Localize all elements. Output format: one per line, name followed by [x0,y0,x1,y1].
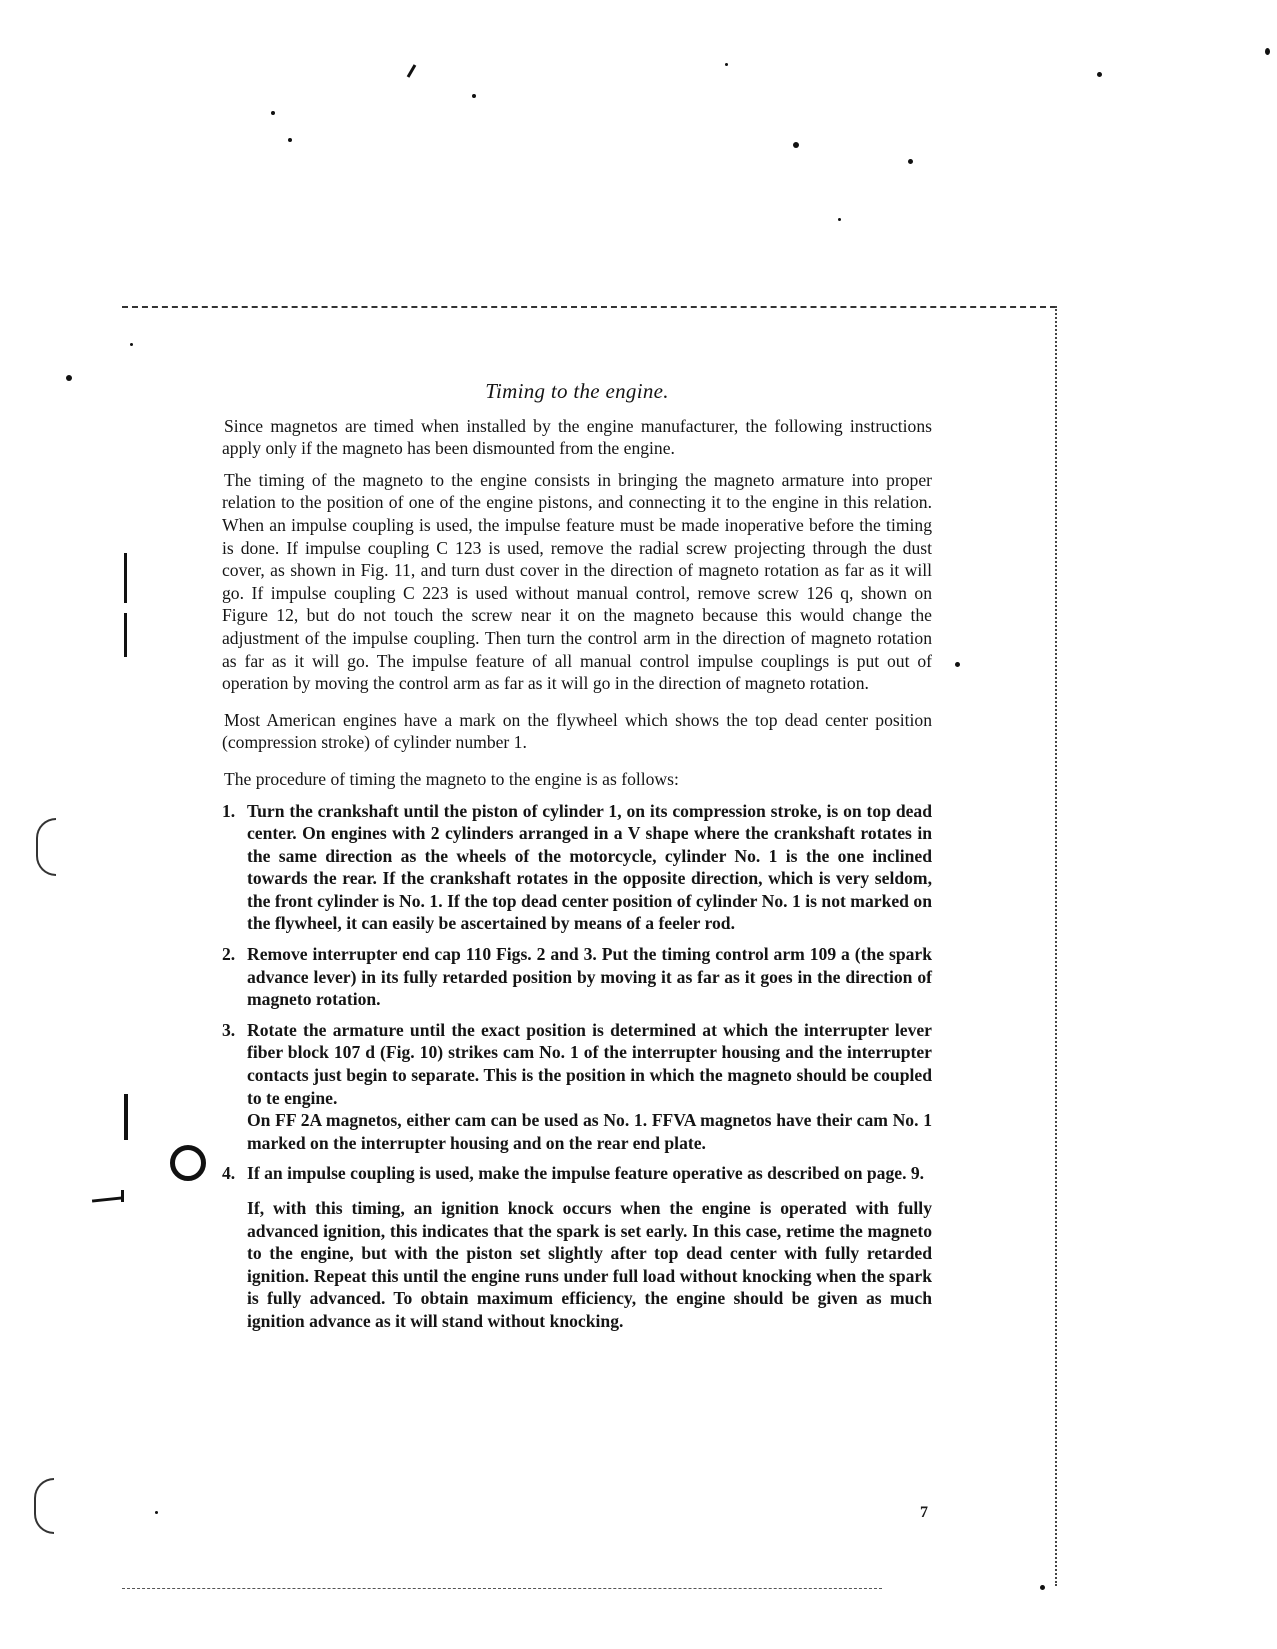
step-text: Remove interrupter end cap 110 Figs. 2 and 3. Put the timing control arm 109 a (the spark advance lever) in its fully retarded position by moving it as far as it goes in the direction of magneto rotation. [247,944,932,1010]
procedure-step [222,800,932,936]
procedure-steps [222,800,932,1186]
document-page [222,380,932,1333]
scan-speck [288,138,292,142]
scan-border-bottom [122,1588,882,1589]
paragraph-closing: If, with this timing, an ignition knock occurs when the engine is operated with fully advanced ignition, this indicates that the spark is set early. In this case, retime the magneto to the engine, but with the piston set slightly after top dead center with fully retarded ignition. Repeat this until the engine runs under full load without knocking when the spark is fully advanced. To obtain maximum efficiency, the engine should be given as much ignition advance as it will stand without knocking. [247,1198,932,1331]
scan-border-right [1055,306,1057,1586]
procedure-step [222,943,932,1011]
scan-speck [838,218,841,221]
scan-speck [1040,1585,1045,1590]
paragraph-american-engines: Most American engines have a mark on the flywheel which shows the top dead center position (compression stroke) of cylinder number 1. [222,709,932,753]
step-number: 2. [222,944,236,965]
scan-border-top [122,306,1056,308]
margin-mark [124,613,127,657]
scan-speck [1265,48,1270,55]
scan-speck [472,94,476,98]
punch-hole-ring [170,1145,206,1181]
scan-speck [271,111,275,115]
margin-mark [92,1196,122,1202]
scan-speck [155,1511,158,1514]
margin-mark [124,1094,128,1140]
scan-speck [66,375,72,381]
margin-mark [121,1190,124,1202]
step-text: Rotate the armature until the exact position is determined at which the interrupter lever fiber block 107 d (Fig. 10) strikes cam No. 1 of the interrupter housing and the interrupter contacts just begin to separate. This is the position in which the magneto should be coupled to te engine. [247,1019,932,1108]
step-text: If an impulse coupling is used, make the impulse feature operative as described on page. 9. [247,1163,925,1184]
margin-mark [407,64,417,78]
procedure-step [222,1162,932,1185]
margin-paren [34,1478,54,1534]
scan-speck [793,142,799,148]
paragraph-intro: Since magnetos are timed when installed by the engine manufacturer, the following instructions apply only if the magneto has been dismounted from the engine. [222,415,932,459]
step-text: Turn the crankshaft until the piston of cylinder 1, on its compression stroke, is on top dead center. On engines with 2 cylinders arranged in a V shape where the crankshaft rotates in the same direction as the wheels of the motorcycle, cylinder No. 1 is the one inclined towards the rear. If the crankshaft rotates in the opposite direction, which is very seldom, the front cylinder is No. 1. If the top dead center position of cylinder No. 1 is not marked on the flywheel, it can easily be ascertained by means of a feeler rod. [247,800,932,934]
scan-speck [130,343,133,346]
step-number: 1. [222,800,236,821]
scan-speck [1097,72,1102,77]
margin-mark [124,553,127,603]
scan-speck [908,159,913,164]
paragraph-procedure-intro: The procedure of timing the magneto to the engine is as follows: [224,768,679,789]
paragraph-timing: The timing of the magneto to the engine consists in bringing the magneto armature into proper relation to the position of one of the engine pistons, and connecting it to the engine in this relation. When an impulse coupling is used, the impulse feature must be made inoperative before the timing is done. If impulse coupling C 123 is used, remove the radial screw projecting through the dust cover, as shown in Fig. 11, and turn dust cover in the direction of magneto rotation as far as it will go. If impulse coupling C 223 is used without manual control, remove screw 126 q, shown on Figure 12, but do not touch the screw near it on the magneto because this would change the adjustment of the impulse coupling. Then turn the control arm in the direction of magneto rotation as far as it will go. The impulse feature of all manual control impulse couplings is put out of operation by moving the control arm as far as it will go in the direction of magneto rotation. [222,469,932,694]
scan-speck [955,662,960,667]
step-number: 4. [222,1163,236,1184]
page-number: 7 [920,1504,928,1521]
step-number: 3. [222,1019,236,1040]
procedure-step [222,1019,932,1155]
margin-paren [36,818,56,876]
step-note: On FF 2A magnetos, either cam can be used as No. 1. FFVA magnetos have their cam No. 1 marked on the interrupter housing and on the rear end plate. [247,1110,932,1153]
page-title: Timing to the engine. [485,379,669,403]
scan-speck [725,63,728,66]
